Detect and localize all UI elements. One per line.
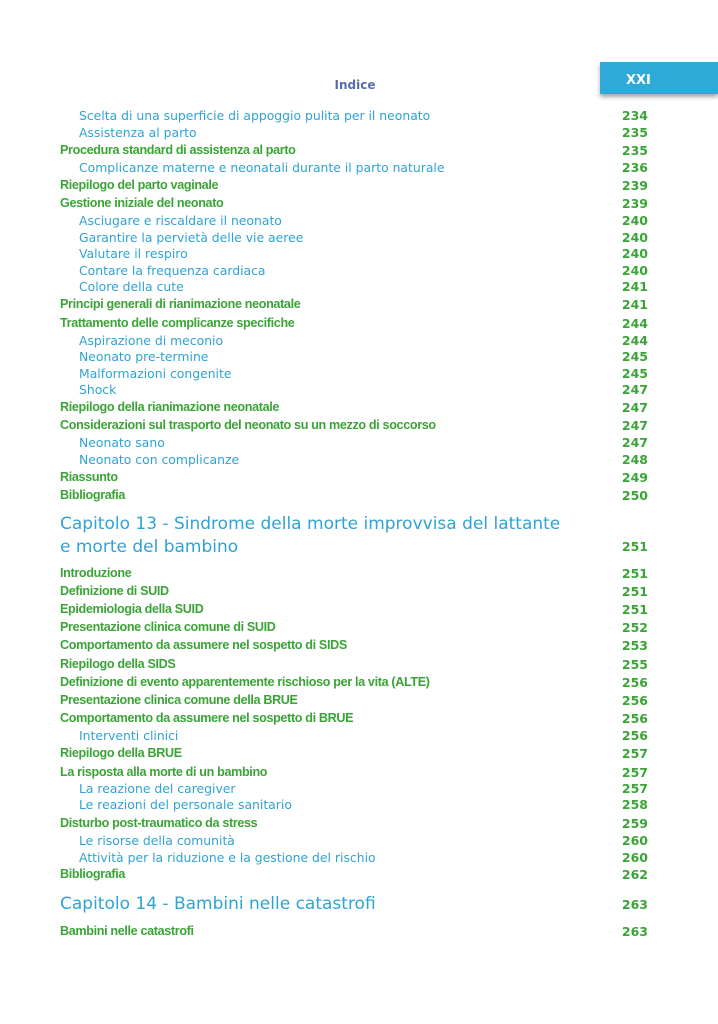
toc-entry-page: 234 xyxy=(621,108,648,123)
toc-entry-title: Interventi clinici xyxy=(79,728,179,743)
toc-entry-title: Bambini nelle catastrofi xyxy=(60,924,194,938)
toc-entry[interactable] xyxy=(0,601,718,618)
toc-entry-page: 244 xyxy=(621,333,648,348)
toc-entry-page: 255 xyxy=(621,657,648,672)
toc-entry-page: 241 xyxy=(621,297,648,312)
toc-entry-title: Garantire la pervietà delle vie aeree xyxy=(79,230,304,245)
toc-entry[interactable] xyxy=(0,315,718,332)
toc-entry[interactable] xyxy=(0,637,718,654)
toc-entry[interactable] xyxy=(0,656,718,673)
toc-entry-page: 239 xyxy=(621,196,648,211)
toc-entry-title: Procedura standard di assistenza al parto xyxy=(60,143,296,157)
toc-entry-title: Principi generali di rianimazione neonatale xyxy=(60,297,301,311)
toc-entry-page: 245 xyxy=(621,366,648,381)
page-number-tab: XXI xyxy=(600,62,718,94)
toc-entry-title: Contare la frequenza cardiaca xyxy=(79,263,266,278)
toc-entry-page: 257 xyxy=(621,746,648,761)
toc-entry[interactable] xyxy=(0,124,718,141)
toc-entry-page: 240 xyxy=(621,246,648,261)
running-header-title: Indice xyxy=(334,78,376,92)
toc-entry[interactable] xyxy=(0,451,718,468)
toc-entry-page: 247 xyxy=(621,418,648,433)
toc-entry[interactable] xyxy=(0,796,718,813)
chapter-13-page: 251 xyxy=(621,539,648,554)
toc-entry[interactable] xyxy=(0,619,718,636)
toc-entry-title: Neonato sano xyxy=(79,435,165,450)
toc-entry[interactable] xyxy=(0,469,718,486)
toc-entry-title: Disturbo post-traumatico da stress xyxy=(60,816,258,830)
toc-entry-title: Colore della cute xyxy=(79,279,184,294)
toc-entry-title: Riepilogo del parto vaginale xyxy=(60,178,219,192)
toc-entry-page: 235 xyxy=(621,143,648,158)
toc-entry[interactable] xyxy=(0,849,718,866)
toc-entry[interactable] xyxy=(0,348,718,365)
toc-entry-title: Riepilogo della SIDS xyxy=(60,657,176,671)
toc-entry-title: Bibliografia xyxy=(60,867,126,881)
toc-entry-title: Epidemiologia della SUID xyxy=(60,602,204,616)
toc-entry-title: La reazione del caregiver xyxy=(79,781,236,796)
toc-entry-page: 251 xyxy=(621,584,648,599)
toc-entry[interactable] xyxy=(0,195,718,212)
toc-entry[interactable] xyxy=(0,692,718,709)
toc-entry-title: Comportamento da assumere nel sospetto di BRUE xyxy=(60,711,354,725)
toc-entry-title: Assistenza al parto xyxy=(79,125,197,140)
toc-entry-title: Le reazioni del personale sanitario xyxy=(79,797,292,812)
toc-entry-title: Riassunto xyxy=(60,470,118,484)
toc-entry-page: 256 xyxy=(621,693,648,708)
toc-entry[interactable] xyxy=(0,780,718,797)
toc-entry-title: Riepilogo della BRUE xyxy=(60,746,182,760)
toc-entry-page: 247 xyxy=(621,435,648,450)
toc-entry[interactable] xyxy=(0,399,718,416)
toc-entry[interactable] xyxy=(0,866,718,883)
toc-entry-page: 251 xyxy=(621,602,648,617)
toc-entry[interactable] xyxy=(0,434,718,451)
toc-entry[interactable] xyxy=(0,565,718,582)
toc-entry-page: 259 xyxy=(621,816,648,831)
toc-entry[interactable] xyxy=(0,487,718,504)
toc-entry-page: 239 xyxy=(621,178,648,193)
toc-entry-page: 247 xyxy=(621,400,648,415)
toc-entry-page: 240 xyxy=(621,213,648,228)
toc-entry-title: Le risorse della comunità xyxy=(79,833,235,848)
toc-entry[interactable] xyxy=(0,212,718,229)
toc-entry[interactable] xyxy=(0,332,718,349)
toc-entry-page: 251 xyxy=(621,566,648,581)
toc-entry-page: 247 xyxy=(621,382,648,397)
toc-entry-title: Presentazione clinica comune della BRUE xyxy=(60,693,298,707)
toc-entry[interactable] xyxy=(0,381,718,398)
toc-entry-title: Definizione di SUID xyxy=(60,584,169,598)
toc-entry[interactable] xyxy=(0,417,718,434)
toc-entry[interactable] xyxy=(0,674,718,691)
toc-entry[interactable] xyxy=(0,832,718,849)
toc-entry[interactable] xyxy=(0,229,718,246)
toc-entry-page: 256 xyxy=(621,675,648,690)
toc-entry-title: Malformazioni congenite xyxy=(79,366,232,381)
toc-entry[interactable] xyxy=(0,764,718,781)
toc-entry-page: 250 xyxy=(621,488,648,503)
toc-entry[interactable] xyxy=(0,815,718,832)
toc-entry[interactable] xyxy=(0,727,718,744)
toc-entry-page: 244 xyxy=(621,316,648,331)
toc-entry-page: 236 xyxy=(621,160,648,175)
toc-entry[interactable] xyxy=(0,177,718,194)
toc-entry-title: Introduzione xyxy=(60,566,132,580)
toc-entry-page: 240 xyxy=(621,230,648,245)
toc-entry[interactable] xyxy=(0,278,718,295)
toc-entry-page: 256 xyxy=(621,711,648,726)
toc-entry[interactable] xyxy=(0,107,718,124)
toc-entry-page: 257 xyxy=(621,765,648,780)
toc-entry[interactable] xyxy=(0,159,718,176)
toc-entry-page: 257 xyxy=(621,781,648,796)
toc-entry-title: Complicanze materne e neonatali durante il parto naturale xyxy=(79,160,445,175)
toc-entry-title: Bibliografia xyxy=(60,488,126,502)
toc-entry-page: 248 xyxy=(621,452,648,467)
toc-entry-title: Attività per la riduzione e la gestione del rischio xyxy=(79,850,376,865)
toc-entry-title: Riepilogo della rianimazione neonatale xyxy=(60,400,280,414)
chapter-13-heading-line2[interactable]: e morte del bambino xyxy=(60,537,239,557)
toc-entry-page: 262 xyxy=(621,867,648,882)
toc-entry[interactable] xyxy=(0,745,718,762)
toc-entry-title: Definizione di evento apparentemente rischioso per la vita (ALTE) xyxy=(60,675,430,689)
toc-entry-page: 252 xyxy=(621,620,648,635)
toc-entry-title: Trattamento delle complicanze specifiche xyxy=(60,316,295,330)
toc-entry-title: Neonato pre-termine xyxy=(79,349,209,364)
toc-entry[interactable] xyxy=(0,365,718,382)
toc-entry-title: Shock xyxy=(79,382,117,397)
chapter-14-page: 263 xyxy=(621,897,648,912)
toc-entry-title: Comportamento da assumere nel sospetto di SIDS xyxy=(60,638,347,652)
toc-entry-title: Asciugare e riscaldare il neonato xyxy=(79,213,282,228)
toc-entry-page: 258 xyxy=(621,797,648,812)
toc-entry[interactable] xyxy=(0,142,718,159)
toc-entry-title: Aspirazione di meconio xyxy=(79,333,224,348)
toc-entry-title: Neonato con complicanze xyxy=(79,452,240,467)
toc-entry-title: Considerazioni sul trasporto del neonato su un mezzo di soccorso xyxy=(60,418,436,432)
chapter-13-heading-line1[interactable]: Capitolo 13 - Sindrome della morte improvvisa del lattante xyxy=(60,514,561,534)
toc-entry-page: 256 xyxy=(621,728,648,743)
toc-entry-title: Presentazione clinica comune di SUID xyxy=(60,620,276,634)
toc-entry-page: 249 xyxy=(621,470,648,485)
toc-entry[interactable] xyxy=(0,583,718,600)
toc-entry-page: 245 xyxy=(621,349,648,364)
toc-entry[interactable] xyxy=(0,923,718,940)
toc-entry-page: 260 xyxy=(621,850,648,865)
toc-entry-page: 260 xyxy=(621,833,648,848)
toc-entry[interactable] xyxy=(0,296,718,313)
toc-entry[interactable] xyxy=(0,245,718,262)
toc-entry-page: 235 xyxy=(621,125,648,140)
toc-entry-title: Valutare il respiro xyxy=(79,246,188,261)
toc-entry-page: 240 xyxy=(621,263,648,278)
toc-entry-title: Scelta di una superficie di appoggio pulita per il neonato xyxy=(79,108,431,123)
toc-entry-title: Gestione iniziale del neonato xyxy=(60,196,224,210)
chapter-14-heading[interactable]: Capitolo 14 - Bambini nelle catastrofi xyxy=(60,894,376,914)
toc-entry-page: 253 xyxy=(621,638,648,653)
toc-entry[interactable] xyxy=(0,710,718,727)
toc-entry-page: 241 xyxy=(621,279,648,294)
toc-entry[interactable] xyxy=(0,262,718,279)
toc-entry-page: 263 xyxy=(621,924,648,939)
toc-entry-title: La risposta alla morte di un bambino xyxy=(60,765,268,779)
